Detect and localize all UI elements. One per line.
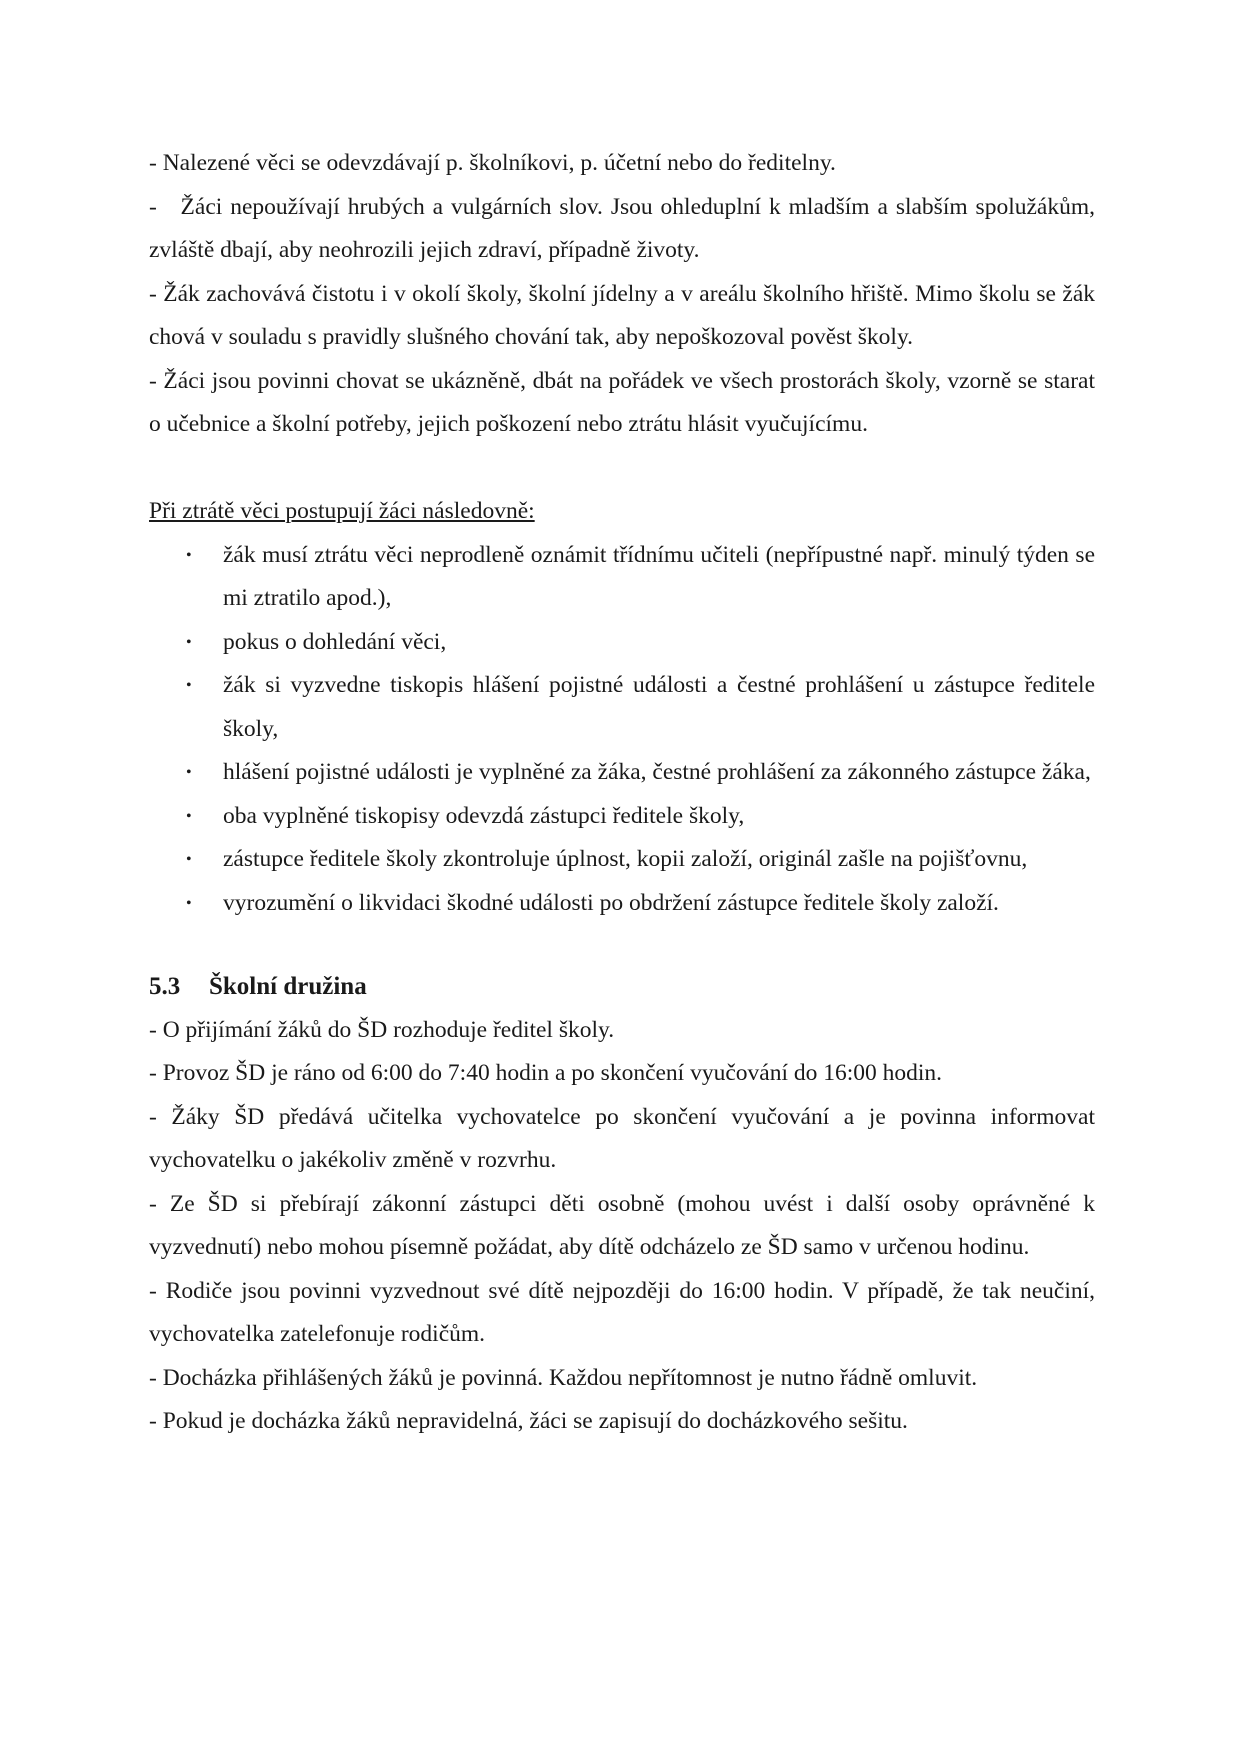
bullet-icon: • <box>186 851 192 868</box>
rules-block <box>149 142 1101 447</box>
section-paragraph: - Provoz ŠD je ráno od 6:00 do 7:40 hodin a po skončení vyučování do 16:00 hodin. <box>149 1060 943 1086</box>
section-paragraph: - Rodiče jsou povinni vyzvednout své dítě nejpozději do 16:00 hodin. V případě, že tak neučiní, vychovatelka zatelefonuje rodičům. <box>149 1277 1095 1347</box>
bullet-icon: • <box>186 546 192 564</box>
list-item-text: pokus o dohledání věci, <box>223 628 447 655</box>
section-paragraph: - Docházka přihlášených žáků je povinná. Každou nepřítomnost je nutno řádně omluvit. <box>149 1364 978 1391</box>
section-number: 5.3 <box>149 973 181 1000</box>
rule-paragraph: - Nalezené věci se odevzdávají p. školníkovi, p. účetní nebo do ředitelny. <box>149 150 836 176</box>
loss-procedure-heading: Při ztrátě věci postupují žáci následovně: <box>149 498 535 524</box>
bullet-icon: • <box>186 894 192 912</box>
rule-paragraph: - Žák zachovává čistotu i v okolí školy, školní jídelny a v areálu školního hřiště. Mimo školu se žák chová v souladu s pravidly slušného chování tak, aby nepoškozoval pověst školy. <box>149 280 1095 350</box>
list-item-text: oba vyplněné tiskopisy odevzdá zástupci ředitele školy, <box>223 802 745 829</box>
section-paragraph: - Pokud je docházka žáků nepravidelná, žáci se zapisují do docházkového sešitu. <box>149 1408 908 1434</box>
rule-paragraph: - Žáci nepoužívají hrubých a vulgárních slov. Jsou ohleduplní k mladším a slabším spolužákům, zvláště dbají, aby neohrozili jejich zdraví, případně životy. <box>149 193 1101 263</box>
loss-procedure-list <box>149 534 1095 926</box>
list-item <box>186 534 1095 621</box>
section-body <box>149 1009 1095 1444</box>
list-item-text: vyrozumění o likvidaci škodné události po obdržení zástupce ředitele školy založí. <box>223 889 999 916</box>
bullet-icon: • <box>186 633 192 651</box>
list-item <box>186 838 1095 882</box>
list-item <box>186 621 1095 665</box>
section-title: Školní družina <box>209 973 367 1000</box>
list-item-text: žák musí ztrátu věci neprodleně oznámit třídnímu učiteli (nepřípustné např. minulý týden se mi ztratilo apod.), <box>223 541 1095 611</box>
list-item <box>186 751 1095 795</box>
rule-paragraph: - Žáci jsou povinni chovat se ukázněně, dbát na pořádek ve všech prostorách školy, vzorně se starat o učebnice a školní potřeby, jejich poškození nebo ztrátu hlásit vyučujícímu. <box>149 367 1095 437</box>
list-item-text: zástupce ředitele školy zkontroluje úplnost, kopii založí, originál zašle na pojišťovnu, <box>223 846 1028 872</box>
section-paragraph: - Ze ŠD si přebírají zákonní zástupci děti osobně (mohou uvést i další osoby oprávněné k vyzvednutí) nebo mohou písemně požádat, aby dítě odcházelo ze ŠD samo v určenou hodinu. <box>149 1190 1095 1260</box>
list-item <box>186 882 1095 926</box>
list-item <box>186 664 1095 751</box>
section-paragraph: - Žáky ŠD předává učitelka vychovatelce po skončení vyučování a je povinna informovat vychovatelku o jakékoliv změně v rozvrhu. <box>149 1103 1095 1173</box>
list-item <box>186 795 1095 839</box>
bullet-icon: • <box>186 677 192 694</box>
list-item-text: hlášení pojistné události je vyplněné za žáka, čestné prohlášení za zákonného zástupce žáka, <box>223 759 1091 785</box>
bullet-icon: • <box>186 807 192 825</box>
document-page <box>149 142 1101 1444</box>
section-heading <box>149 965 1095 1009</box>
list-item-text: žák si vyzvedne tiskopis hlášení pojistné události a čestné prohlášení u zástupce ředitele školy, <box>223 672 1095 742</box>
section-paragraph: - O přijímání žáků do ŠD rozhoduje ředitel školy. <box>149 1016 615 1043</box>
bullet-icon: • <box>186 764 192 781</box>
blank-line <box>149 447 1095 491</box>
